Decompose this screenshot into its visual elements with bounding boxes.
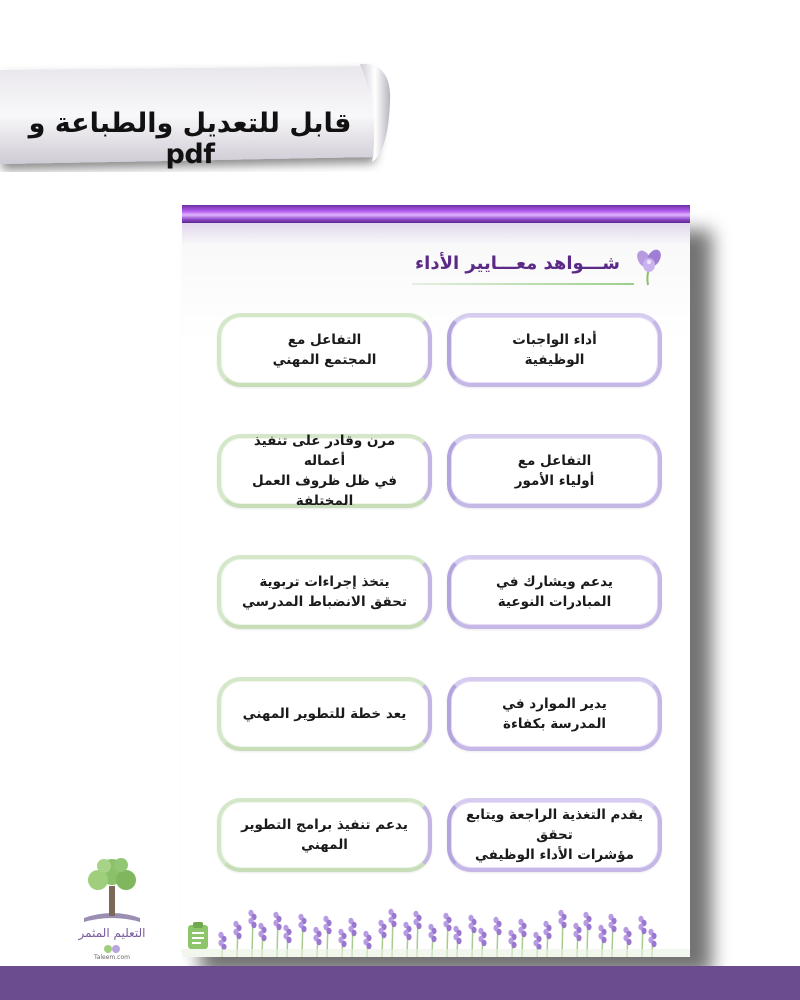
flower-icon xyxy=(632,247,664,287)
standard-box xyxy=(447,434,662,508)
heading-underline xyxy=(412,283,634,285)
standard-box xyxy=(217,555,432,629)
standard-box-label: يقدم التغذية الراجعة ويتابع تحقق مؤشرات الأداء الوظيفي xyxy=(465,807,644,863)
page-header-glow xyxy=(182,223,690,245)
standard-box xyxy=(447,677,662,751)
standard-box xyxy=(217,434,432,508)
standard-box-label: يعد خطة للتطوير المهني xyxy=(242,706,407,722)
standard-box xyxy=(447,555,662,629)
standard-box-label: يدعم ويشارك في المبادرات النوعية xyxy=(496,574,613,610)
banner-title: قابل للتعديل والطباعة و pdf xyxy=(28,108,352,170)
logo-dots-icon xyxy=(102,944,122,954)
lavender-field-decoration xyxy=(182,895,690,957)
section-heading xyxy=(404,247,664,287)
standard-box-label: يتخذ إجراءات تربوية تحقق الانضباط المدرسي xyxy=(242,574,407,610)
standard-box xyxy=(217,313,432,387)
standard-box-label: يدير الموارد في المدرسة بكفاءة xyxy=(502,696,607,732)
standard-box xyxy=(217,798,432,872)
document-icon xyxy=(187,922,209,950)
standard-box xyxy=(447,313,662,387)
page-header-bar xyxy=(182,205,690,223)
standard-box-label: التفاعل مع المجتمع المهني xyxy=(272,332,377,368)
logo-name: التعليم المثمر xyxy=(78,926,146,940)
heading-text: شـــواهد معـــايير الأداء xyxy=(414,253,620,274)
standard-box-label: أداء الواجبات الوظيفية xyxy=(512,332,597,368)
logo xyxy=(72,852,152,964)
standard-box xyxy=(447,798,662,872)
banner-ribbon xyxy=(0,62,395,172)
standard-box xyxy=(217,677,432,751)
document-page xyxy=(182,205,690,957)
logo-url: Taleem.com xyxy=(94,954,130,961)
standard-box-label: التفاعل مع أولياء الأمور xyxy=(514,453,595,489)
standard-box-label: يدعم تنفيذ برامج التطوير المهني xyxy=(241,817,408,853)
standard-box-label: مرن وقادر على تنفيذ أعماله في ظل ظروف العمل المختلفة xyxy=(252,433,397,509)
bottom-bar xyxy=(0,966,800,1000)
tree-logo-icon xyxy=(72,852,152,926)
